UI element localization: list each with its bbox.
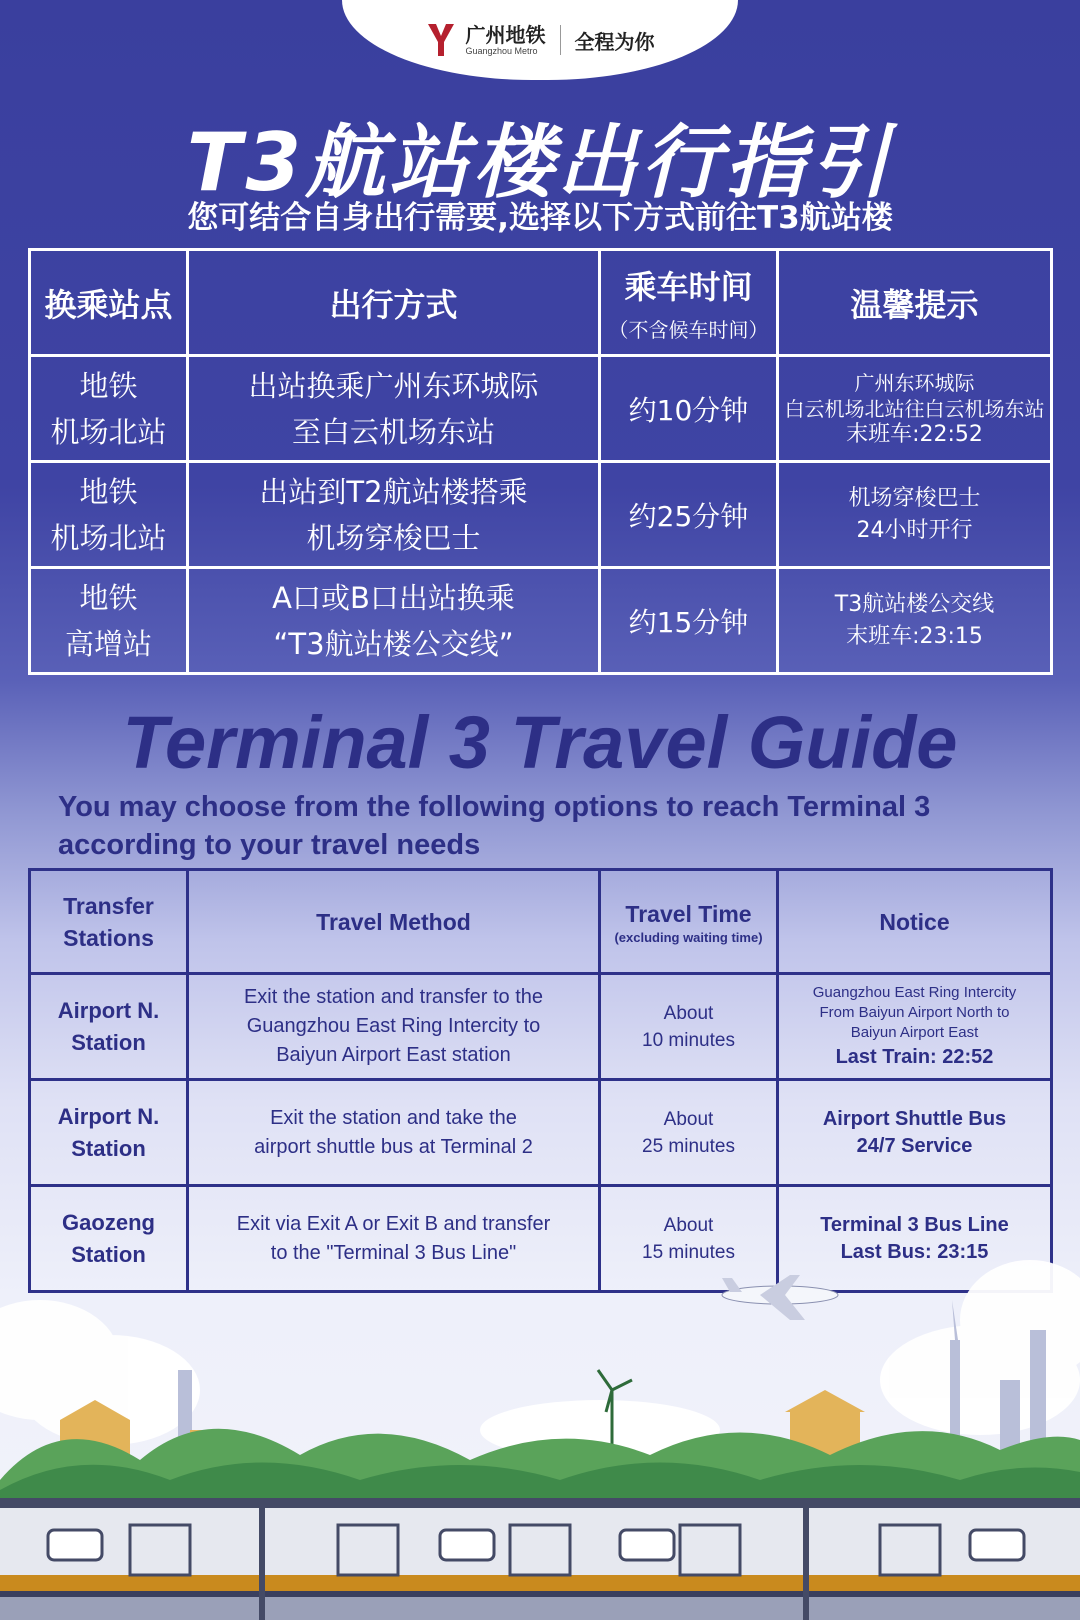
- en-time-cell: [600, 1080, 778, 1186]
- cn-header-station: 换乘站点: [30, 250, 188, 356]
- notice-last-train: Last Train: 22:52: [835, 1045, 994, 1068]
- logo-divider: [560, 25, 561, 55]
- en-header-station: [30, 870, 188, 974]
- cn-header-time-label: 乘车时间: [624, 268, 753, 306]
- station-line: Station: [71, 1241, 146, 1267]
- station-line: 机场北站: [50, 520, 167, 555]
- cn-method-cell: [188, 356, 600, 462]
- method-line: 至白云机场东站: [291, 414, 495, 449]
- time-line: About: [663, 1108, 714, 1130]
- notice-line: 广州东环城际: [854, 370, 975, 395]
- cn-time-cell: 约10分钟: [600, 356, 778, 462]
- method-line: Exit the station and transfer to the: [243, 986, 544, 1008]
- header-line: Stations: [63, 924, 154, 951]
- logo-cn: 广州地铁: [465, 22, 546, 47]
- method-line: 出站换乘广州东环城际: [248, 368, 539, 403]
- method-line: 机场穿梭巴士: [306, 520, 481, 555]
- cn-guide-table: [28, 248, 1053, 675]
- notice-line: Guangzhou East Ring Intercity: [812, 983, 1017, 1001]
- en-page-subtitle: You may choose from the following options to reach Terminal 3 according to your travel needs: [58, 791, 931, 861]
- en-notice-cell: [778, 974, 1052, 1080]
- table-row: [30, 568, 1052, 674]
- station-line: 地铁: [79, 474, 138, 509]
- en-station-cell: [30, 974, 188, 1080]
- table-row: [30, 974, 1052, 1080]
- table-row: [30, 1080, 1052, 1186]
- station-line: Gaozeng: [62, 1209, 155, 1235]
- cn-station-cell: [30, 568, 188, 674]
- en-station-cell: [30, 1080, 188, 1186]
- en-header-time-sub: (excluding waiting time): [614, 929, 763, 945]
- cn-method-cell: [188, 462, 600, 568]
- time-line: 25 minutes: [642, 1135, 735, 1157]
- table-row: [30, 462, 1052, 568]
- metro-train-icon: [0, 1498, 1080, 1620]
- en-time-cell: [600, 974, 778, 1080]
- method-line: to the "Terminal 3 Bus Line": [270, 1241, 517, 1264]
- notice-line: Airport Shuttle Bus: [822, 1107, 1007, 1130]
- station-line: Station: [71, 1135, 146, 1161]
- notice-line: 机场穿梭巴士: [848, 485, 981, 511]
- notice-line: Terminal 3 Bus Line: [820, 1213, 1009, 1236]
- notice-line: 24小时开行: [856, 517, 973, 543]
- notice-line: 末班车:23:15: [846, 623, 983, 649]
- cn-station-cell: [30, 356, 188, 462]
- cn-header-method: 出行方式: [188, 250, 600, 356]
- method-line: A口或B口出站换乘: [272, 580, 515, 615]
- station-line: Airport N.: [57, 1103, 160, 1129]
- cn-time-cell: 约15分钟: [600, 568, 778, 674]
- time-line: About: [663, 1214, 714, 1236]
- notice-line: T3航站楼公交线: [834, 591, 995, 617]
- en-header-notice: Notice: [778, 870, 1052, 974]
- notice-line: 24/7 Service: [856, 1134, 973, 1157]
- method-line: “T3航站楼公交线”: [273, 626, 514, 661]
- en-notice-cell: [778, 1080, 1052, 1186]
- cn-station-cell: [30, 462, 188, 568]
- notice-line: Baiyun Airport East: [850, 1023, 979, 1041]
- logo-text: [465, 22, 546, 56]
- cn-page-title: T3航站楼出行指引: [186, 116, 894, 209]
- notice-line: 白云机场北站往白云机场东站: [784, 396, 1045, 421]
- cn-table-header-row: [30, 250, 1052, 356]
- notice-line: From Baiyun Airport North to: [819, 1003, 1010, 1021]
- method-line: Guangzhou East Ring Intercity to: [246, 1015, 541, 1037]
- logo-en: Guangzhou Metro: [465, 45, 538, 56]
- cn-header-notice: 温馨提示: [778, 250, 1052, 356]
- cn-notice-cell: [778, 462, 1052, 568]
- method-line: airport shuttle bus at Terminal 2: [254, 1135, 533, 1158]
- station-line: Airport N.: [57, 997, 160, 1023]
- station-line: 机场北站: [50, 414, 167, 449]
- station-line: 高增站: [64, 626, 152, 661]
- cn-header-time-sub: （不含候车时间）: [608, 318, 769, 342]
- method-line: Baiyun Airport East station: [276, 1044, 511, 1066]
- time-line: About: [663, 1002, 714, 1024]
- header-logo-tab: [342, 0, 738, 80]
- notice-last-train: 末班车:22:52: [846, 421, 983, 447]
- notice-line: Last Bus: 23:15: [840, 1240, 989, 1263]
- cn-notice-cell: [778, 356, 1052, 462]
- station-line: 地铁: [79, 580, 138, 615]
- cn-method-cell: [188, 568, 600, 674]
- time-line: 15 minutes: [642, 1241, 735, 1263]
- station-line: 地铁: [79, 368, 138, 403]
- guangzhou-metro-logo-icon: [426, 22, 456, 58]
- en-guide-table: [28, 868, 1053, 1293]
- en-header-time-label: Travel Time: [625, 900, 752, 927]
- logo-slogan: 全程为你: [574, 29, 655, 54]
- greenery-icon: [0, 1429, 1080, 1510]
- en-header-method: Travel Method: [188, 870, 600, 974]
- en-page-title: Terminal 3 Travel Guide: [122, 701, 958, 784]
- airplane-icon: [722, 1275, 838, 1320]
- method-line: 出站到T2航站楼搭乘: [259, 474, 528, 509]
- clouds-icon: [0, 1260, 1080, 1460]
- en-header-time: [600, 870, 778, 974]
- en-method-cell: [188, 974, 600, 1080]
- method-line: Exit the station and take the: [270, 1106, 517, 1129]
- en-table-header-row: [30, 870, 1052, 974]
- cn-page-subtitle: 您可结合自身出行需要,选择以下方式前往T3航站楼: [187, 200, 893, 236]
- en-method-cell: [188, 1080, 600, 1186]
- method-line: Exit via Exit A or Exit B and transfer: [236, 1212, 551, 1235]
- station-line: Station: [71, 1029, 146, 1055]
- table-row: [30, 356, 1052, 462]
- header-line: Transfer: [63, 892, 154, 919]
- cn-header-time: [600, 250, 778, 356]
- cn-notice-cell: [778, 568, 1052, 674]
- time-line: 10 minutes: [642, 1029, 735, 1051]
- city-train-illustration: [0, 1240, 1080, 1620]
- cn-time-cell: 约25分钟: [600, 462, 778, 568]
